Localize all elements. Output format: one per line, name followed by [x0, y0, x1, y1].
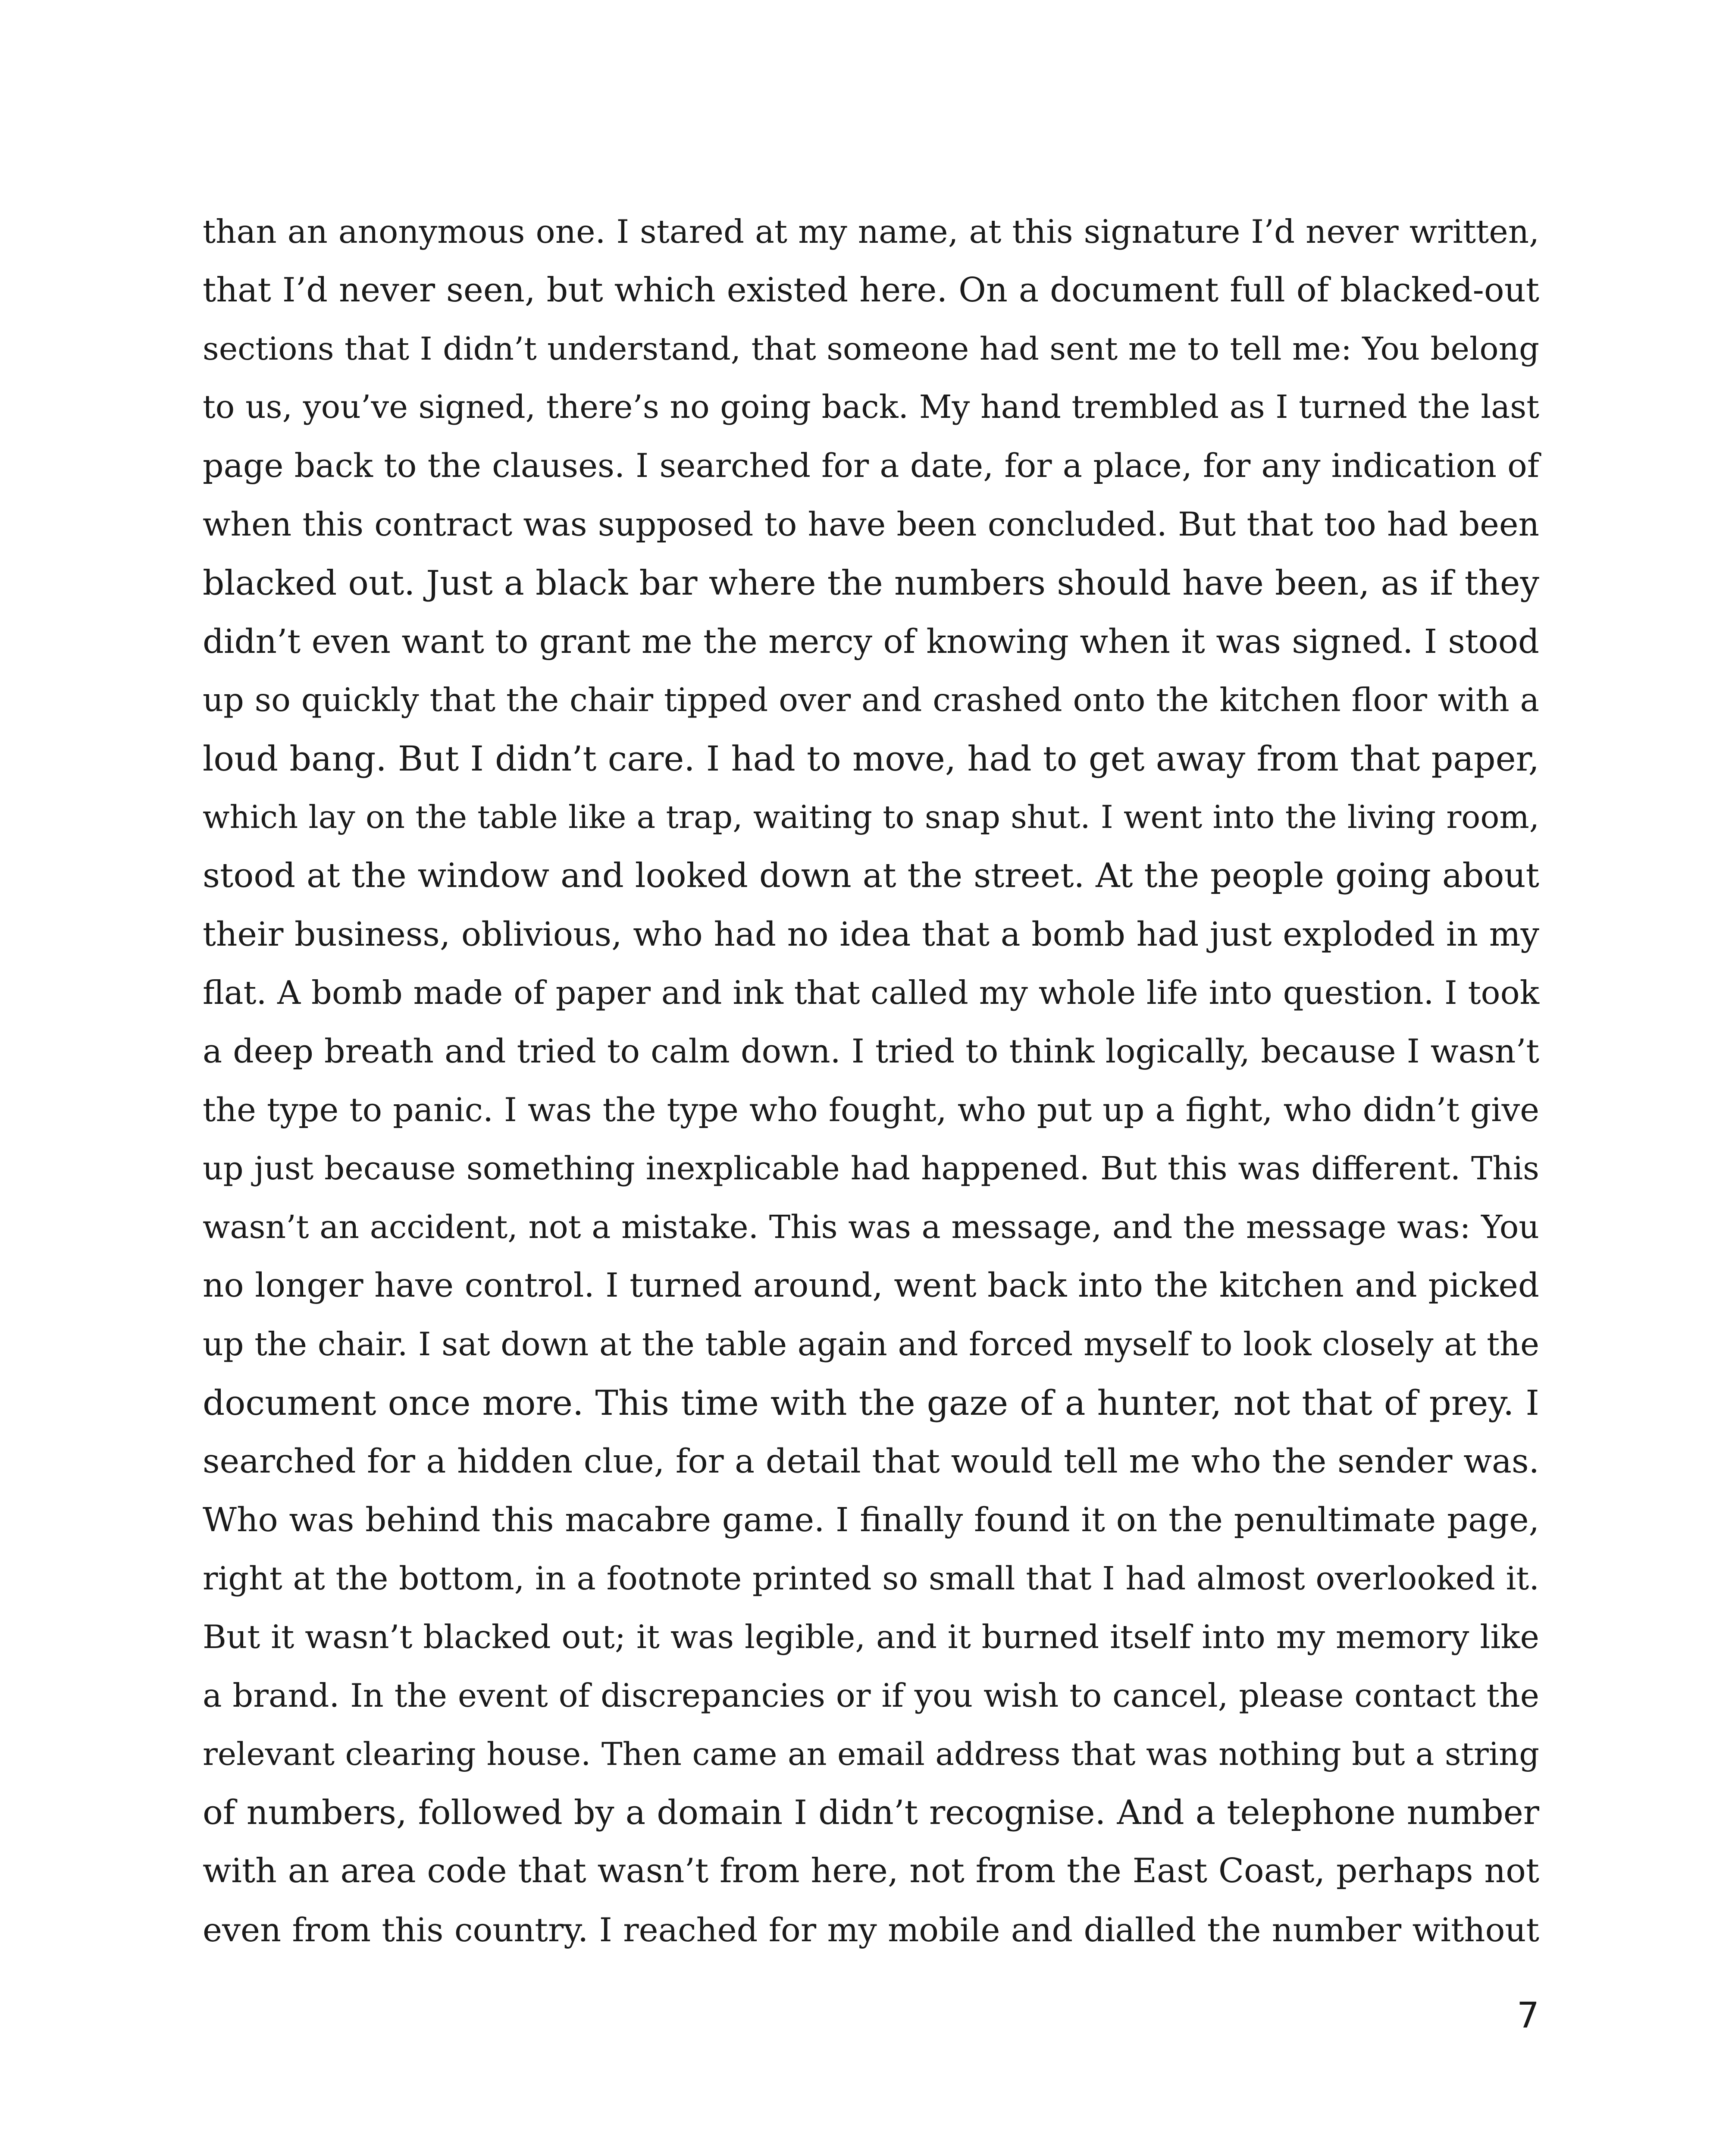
text-line: sections that I didn’t understand, that someone had sent me to tell me: You belong — [203, 330, 1539, 367]
text-line: a brand. In the event of discrepancies or if you wish to cancel, please contact the — [203, 1677, 1539, 1714]
text-line: up just because something inexplicable had happened. But this was different. This — [203, 1150, 1539, 1187]
text-line: their business, oblivious, who had no idea that a bomb had just exploded in my — [203, 915, 1539, 954]
text-line: flat. A bomb made of paper and ink that called my whole life into question. I took — [203, 974, 1539, 1012]
text-line: no longer have control. I turned around, went back into the kitchen and picked — [203, 1266, 1539, 1305]
text-line: than an anonymous one. I stared at my name, at this signature I’d never written, — [203, 213, 1539, 251]
text-line: document once more. This time with the gaze of a hunter, not that of prey. I — [203, 1382, 1539, 1423]
text-line: with an area code that wasn’t from here, not from the East Coast, perhaps not — [203, 1852, 1539, 1891]
text-line: the type to panic. I was the type who fought, who put up a fight, who didn’t give — [203, 1091, 1539, 1129]
text-line: stood at the window and looked down at the street. At the people going about — [203, 856, 1539, 895]
text-line: when this contract was supposed to have been concluded. But that too had been — [203, 505, 1539, 543]
text-line: Who was behind this macabre game. I finally found it on the penultimate page, — [203, 1501, 1539, 1539]
text-line: which lay on the table like a trap, waiting to snap shut. I went into the living room, — [203, 799, 1539, 836]
body-text — [203, 203, 1539, 1959]
text-line: page back to the clauses. I searched for a date, for a place, for any indication of — [203, 447, 1539, 485]
text-line: even from this country. I reached for my mobile and dialled the number without — [203, 1911, 1539, 1949]
page-number: 7 — [1516, 1995, 1539, 2036]
text-line: right at the bottom, in a footnote printed so small that I had almost overlooked it. — [203, 1560, 1539, 1598]
text-line: a deep breath and tried to calm down. I tried to think logically, because I wasn’t — [203, 1032, 1539, 1071]
text-line: to us, you’ve signed, there’s no going back. My hand trembled as I turned the last — [203, 389, 1539, 426]
text-line: searched for a hidden clue, for a detail that would tell me who the sender was. — [203, 1442, 1539, 1481]
text-line: blacked out. Just a black bar where the numbers should have been, as if they — [203, 563, 1539, 603]
text-line: relevant clearing house. Then came an email address that was nothing but a string — [203, 1736, 1539, 1773]
text-line: of numbers, followed by a domain I didn’t recognise. And a telephone number — [203, 1793, 1539, 1832]
text-line: loud bang. But I didn’t care. I had to move, had to get away from that paper, — [203, 739, 1539, 779]
text-line: that I’d never seen, but which existed here. On a document full of blacked-out — [203, 270, 1539, 310]
text-line: But it wasn’t blacked out; it was legible, and it burned itself into my memory like — [203, 1618, 1539, 1656]
text-line: up so quickly that the chair tipped over and crashed onto the kitchen floor with a — [203, 681, 1539, 719]
text-line: wasn’t an accident, not a mistake. This was a message, and the message was: You — [203, 1208, 1539, 1246]
text-line: didn’t even want to grant me the mercy of knowing when it was signed. I stood — [203, 622, 1539, 661]
text-line: up the chair. I sat down at the table again and forced myself to look closely at the — [203, 1326, 1539, 1363]
